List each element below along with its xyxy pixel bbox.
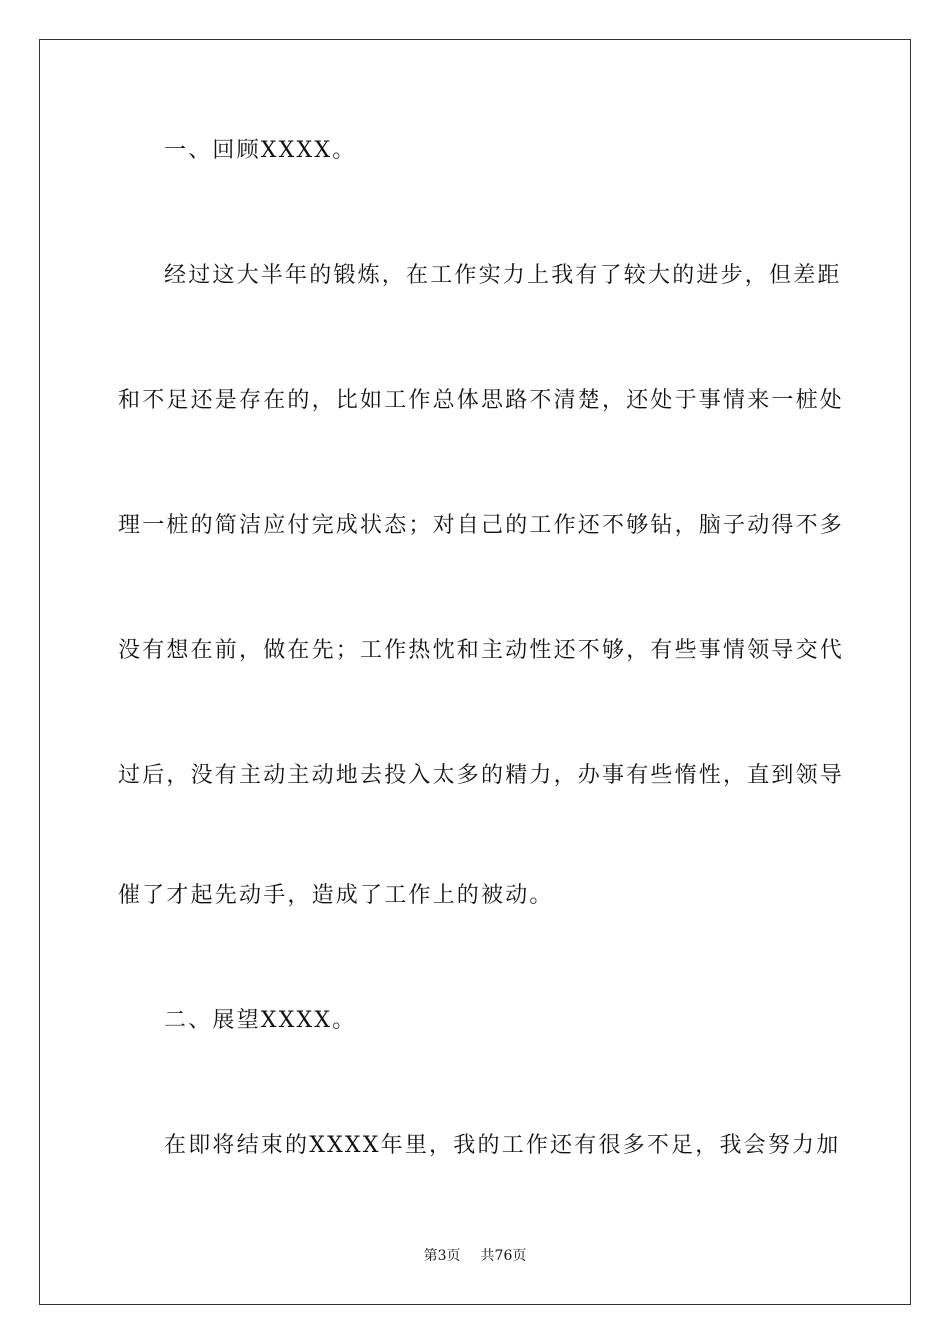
paragraph-line: 和不足还是存在的，比如工作总体思路不清楚，还处于事情来一桩处 <box>118 388 845 413</box>
page-footer <box>0 1247 950 1265</box>
total-pages: 共76页 <box>480 1248 527 1264</box>
page-border <box>39 39 911 1305</box>
paragraph-line: 理一桩的简洁应付完成状态；对自己的工作还不够钻，脑子动得不多 <box>118 513 845 538</box>
section-heading-review: 一、回顾XXXX。 <box>164 138 357 163</box>
paragraph-line: 经过这大半年的锻炼，在工作实力上我有了较大的进步，但差距 <box>164 263 842 288</box>
section-heading-outlook: 二、展望XXXX。 <box>164 1008 357 1033</box>
page-number: 第3页 <box>423 1248 461 1264</box>
paragraph-line: 在即将结束的XXXX年里，我的工作还有很多不足，我会努力加 <box>164 1133 841 1158</box>
paragraph-line: 过后，没有主动主动地去投入太多的精力，办事有些惰性，直到领导 <box>118 763 845 788</box>
paragraph-line: 催了才起先动手，造成了工作上的被动。 <box>118 883 554 908</box>
paragraph-line: 没有想在前，做在先；工作热忱和主动性还不够，有些事情领导交代 <box>118 638 845 663</box>
